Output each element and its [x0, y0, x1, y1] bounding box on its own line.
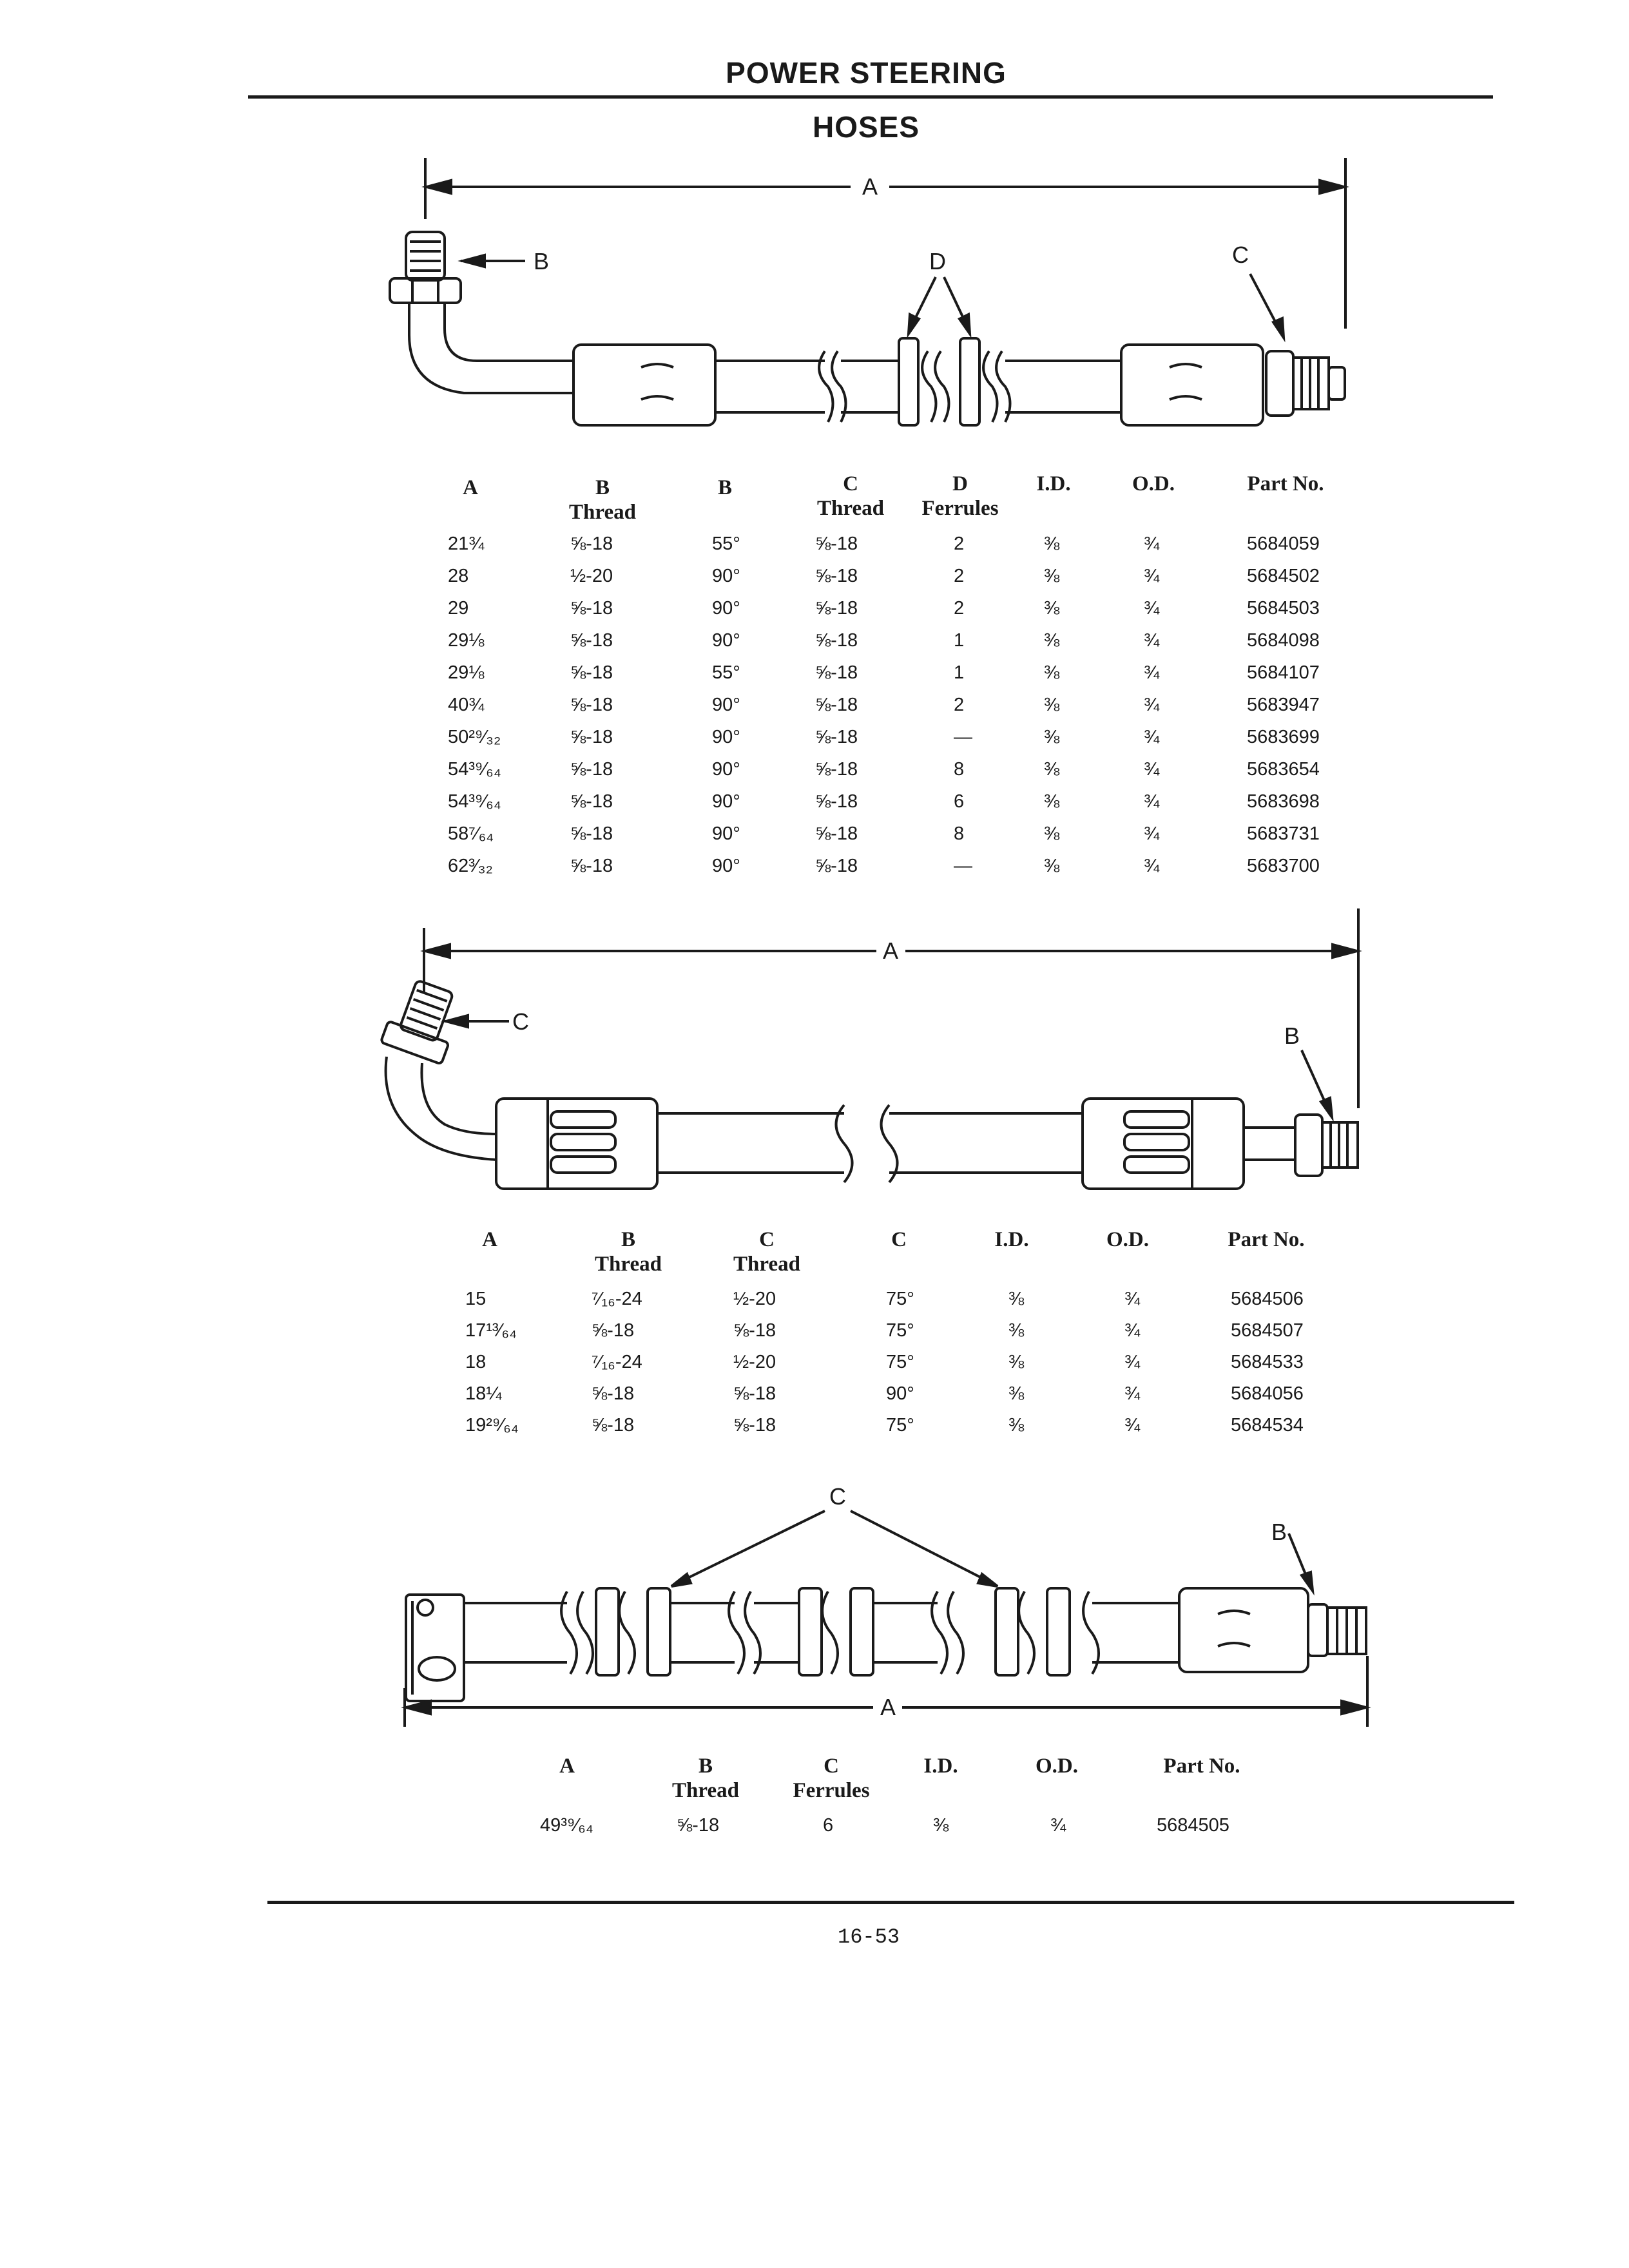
table1-row-cell: 90° [712, 856, 740, 876]
table3-row-cell: 49³⁹⁄₆₄ [540, 1815, 593, 1836]
table2-row-cell: ⅝-18 [733, 1320, 776, 1341]
table3-row-cell: 5684505 [1157, 1815, 1229, 1836]
callout-label-b: B [1271, 1519, 1287, 1545]
header-bottom: I.D. [923, 1754, 958, 1778]
table3-row-cell: ⅝-18 [677, 1815, 720, 1836]
callout-label-d: D [929, 248, 946, 274]
page-number: 16-53 [838, 1925, 900, 1949]
table1-row-cell: ¾ [1144, 695, 1160, 715]
table2-row-cell: ⅝-18 [592, 1383, 635, 1404]
table1-row-cell: 5684059 [1247, 533, 1320, 554]
table1-row-cell: 50²⁹⁄₃₂ [448, 727, 501, 747]
header-bottom: I.D. [994, 1228, 1029, 1251]
header-bottom: A [463, 476, 478, 499]
table1-row-cell: ⅝-18 [570, 533, 613, 554]
header-bottom: I.D. [1036, 472, 1071, 495]
table1-row-cell: 90° [712, 630, 740, 651]
table1-row-cell: 2 [954, 695, 965, 715]
table2-row-cell: ⅝-18 [592, 1320, 635, 1341]
table1-row-cell: 40¾ [448, 695, 485, 715]
table1-row-cell: ⅝-18 [815, 533, 858, 554]
table1-row-cell: ⅜ [1044, 598, 1060, 619]
table2-row-cell: ¾ [1124, 1415, 1141, 1436]
header-bottom: Part No. [1247, 472, 1324, 495]
table1-row-cell: 5684098 [1247, 630, 1320, 651]
table2-row-cell: 5684056 [1231, 1383, 1304, 1404]
table3-row-cell: ⅜ [933, 1815, 949, 1836]
header-bottom: Thread [595, 1253, 662, 1276]
table1-row-cell: ⅝-18 [570, 791, 613, 812]
table2-row-cell: 18 [465, 1352, 487, 1372]
table2-row-cell: ⅝-18 [592, 1415, 635, 1436]
table1-row-cell: 58⁷⁄₆₄ [448, 823, 494, 844]
table2-row-cell: ¾ [1124, 1352, 1141, 1372]
table1-row-cell: 5683731 [1247, 823, 1320, 844]
table1-row-cell: 29⅛ [448, 662, 485, 683]
table2-row-cell: 75° [886, 1320, 914, 1341]
table1-row-cell: 5683699 [1247, 727, 1320, 747]
table1-row-cell: 55° [712, 662, 740, 683]
table1-row-cell: ⅜ [1044, 630, 1060, 651]
header-bottom: A [482, 1228, 497, 1251]
table1-row-cell: 2 [954, 566, 965, 586]
table2-row-cell: ⅜ [1008, 1415, 1025, 1436]
table1-row-cell: ⅝-18 [815, 823, 858, 844]
table1-row-cell: 5683698 [1247, 791, 1320, 812]
table1-row-cell: 90° [712, 566, 740, 586]
table1-row-cell: ⅝-18 [815, 630, 858, 651]
table1-row-cell: 1 [954, 630, 965, 651]
table1-row-cell: 54³⁹⁄₆₄ [448, 759, 501, 780]
table1-row-cell: 54³⁹⁄₆₄ [448, 791, 501, 812]
table1-row-cell: 28 [448, 566, 469, 586]
table1-row-cell: ¾ [1144, 823, 1160, 844]
table1-row-cell: ¾ [1144, 727, 1160, 747]
table1-row-cell: 29⅛ [448, 630, 485, 651]
table2-row-cell: 15 [465, 1289, 487, 1309]
header-bottom: A [559, 1754, 575, 1778]
header-top: C [759, 1228, 775, 1251]
table1-row-cell: ⅜ [1044, 727, 1060, 747]
header-bottom: O.D. [1106, 1228, 1149, 1251]
table1-row-cell: ⅜ [1044, 695, 1060, 715]
footer-rule [267, 1901, 1514, 1904]
header-top: D [952, 472, 968, 495]
header-bottom: B [717, 476, 732, 499]
header-bottom: Thread [569, 501, 636, 524]
table1-row-cell: ⅝-18 [815, 695, 858, 715]
table1-row-cell: 5683654 [1247, 759, 1320, 780]
table2-row-cell: ⁷⁄₁₆-24 [592, 1352, 642, 1372]
header-top: C [843, 472, 858, 495]
table2-row-cell: ⅜ [1008, 1352, 1025, 1372]
table1-row-cell: 1 [954, 662, 965, 683]
table3-header-od [1021, 1754, 1092, 1778]
table1-row-cell: ⅝-18 [570, 695, 613, 715]
table1-row-cell: ⅝-18 [570, 598, 613, 619]
table1-row-cell: 5684502 [1247, 566, 1320, 586]
header-bottom: Thread [817, 497, 884, 520]
callout-label-b: B [533, 248, 550, 274]
table1-row-cell: 6 [954, 791, 965, 812]
table1-row-cell: 8 [954, 759, 965, 780]
table2-row-cell: ⅜ [1008, 1289, 1025, 1309]
table1-row-cell: ⅜ [1044, 856, 1060, 876]
table1-row-cell: ⅜ [1044, 566, 1060, 586]
table3-row-cell: 6 [823, 1815, 834, 1836]
table1-row-cell: ¾ [1144, 662, 1160, 683]
table1-row-cell: 90° [712, 727, 740, 747]
table1-row-cell: ¾ [1144, 533, 1160, 554]
table1-row-cell: ⅝-18 [815, 727, 858, 747]
table1-row-cell: 2 [954, 533, 965, 554]
table1-row-cell: ⅝-18 [570, 759, 613, 780]
table1-row-cell: ⅝-18 [570, 823, 613, 844]
table2-row-cell: ⁷⁄₁₆-24 [592, 1289, 642, 1309]
table3-header-b-thread [651, 1754, 760, 1803]
table1-row-cell: 5684107 [1247, 662, 1320, 683]
header-bottom: Thread [733, 1253, 800, 1276]
table2-row-cell: ¾ [1124, 1383, 1141, 1404]
table1-row-cell: ⅝-18 [815, 662, 858, 683]
header-bottom: Ferrules [921, 497, 999, 520]
callout-label-c: C [1232, 242, 1249, 268]
table2-row-cell: ⅝-18 [733, 1383, 776, 1404]
table1-row-cell: 62³⁄₃₂ [448, 856, 493, 876]
table1-row-cell: ⅝-18 [815, 856, 858, 876]
header-bottom: O.D. [1036, 1754, 1078, 1778]
table2-row-cell: 75° [886, 1289, 914, 1309]
table1-row-cell: ¾ [1144, 598, 1160, 619]
table1-row-cell: 90° [712, 791, 740, 812]
table1-row-cell: 90° [712, 823, 740, 844]
table1-row-cell: ¾ [1144, 566, 1160, 586]
table1-row-cell: — [954, 856, 972, 876]
table1-row-cell: 5684503 [1247, 598, 1320, 619]
table1-row-cell: ⅝-18 [815, 759, 858, 780]
table2-row-cell: 5684533 [1231, 1352, 1304, 1372]
dim-label-a: A [882, 937, 899, 964]
table1-row-cell: ⅜ [1044, 662, 1060, 683]
table1-row-cell: 8 [954, 823, 965, 844]
table2-row-cell: 5684507 [1231, 1320, 1304, 1341]
header-top: B [698, 1754, 713, 1778]
table1-row-cell: ¾ [1144, 759, 1160, 780]
table1-row-cell: 21¾ [448, 533, 485, 554]
dim-label-a: A [880, 1694, 896, 1720]
table1-row-cell: 90° [712, 695, 740, 715]
callout-label-c: C [829, 1483, 846, 1510]
table1-row-cell: ⅝-18 [570, 727, 613, 747]
table2-row-cell: 75° [886, 1352, 914, 1372]
table1-row-cell: ⅝-18 [570, 662, 613, 683]
table1-row-cell: — [954, 727, 972, 747]
table2-row-cell: ¾ [1124, 1289, 1141, 1309]
header-top: C [824, 1754, 839, 1778]
header-bottom: O.D. [1132, 472, 1175, 495]
table3-row-cell: ¾ [1050, 1815, 1066, 1836]
table1-row-cell: 29 [448, 598, 469, 619]
page-title: POWER STEERING [726, 56, 1007, 90]
header-top: B [621, 1228, 635, 1251]
table1-row-cell: ⅝-18 [815, 598, 858, 619]
header-bottom: Thread [672, 1779, 739, 1802]
table3-header-id [905, 1754, 976, 1778]
table2-row-cell: 75° [886, 1415, 914, 1436]
table1-row-cell: ½-20 [570, 566, 613, 586]
table1-row-cell: ⅜ [1044, 791, 1060, 812]
table3-header-part-no [1141, 1754, 1263, 1778]
header-bottom: Part No. [1163, 1754, 1240, 1778]
table3-header-a [548, 1754, 586, 1778]
table1-row-cell: ⅜ [1044, 823, 1060, 844]
table2-row-cell: 5684534 [1231, 1415, 1304, 1436]
table1-row-cell: 55° [712, 533, 740, 554]
table1-row-cell: ⅜ [1044, 533, 1060, 554]
table2-row-cell: ½-20 [733, 1352, 776, 1372]
table2-row-cell: 18¼ [465, 1383, 502, 1404]
table1-row-cell: ⅜ [1044, 759, 1060, 780]
table1-row-cell: ⅝-18 [570, 630, 613, 651]
table1-row-cell: ⅝-18 [815, 791, 858, 812]
table1-row-cell: 90° [712, 759, 740, 780]
table1-row-cell: ⅝-18 [815, 566, 858, 586]
header-bottom: Ferrules [793, 1779, 870, 1802]
dim-label-a: A [862, 173, 878, 200]
page-subtitle: HOSES [812, 110, 920, 144]
callout-label-b: B [1284, 1023, 1300, 1049]
table2-row-cell: 5684506 [1231, 1289, 1304, 1309]
table2-row-cell: ½-20 [733, 1289, 776, 1309]
table2-row-cell: 17¹³⁄₆₄ [465, 1320, 517, 1341]
table1-row-cell: ¾ [1144, 630, 1160, 651]
table2-row-cell: ¾ [1124, 1320, 1141, 1341]
table2-row-cell: ⅜ [1008, 1383, 1025, 1404]
callout-label-c: C [512, 1008, 529, 1035]
table2-row-cell: 90° [886, 1383, 914, 1404]
table2-row-cell: ⅜ [1008, 1320, 1025, 1341]
table1-row-cell: 5683947 [1247, 695, 1320, 715]
header-bottom: C [891, 1228, 907, 1251]
table1-row-cell: ⅝-18 [570, 856, 613, 876]
table1-row-cell: ¾ [1144, 791, 1160, 812]
table1-row-cell: 5683700 [1247, 856, 1320, 876]
table1-row-cell: 2 [954, 598, 965, 619]
table2-row-cell: 19²⁹⁄₆₄ [465, 1415, 519, 1436]
table1-row-cell: 90° [712, 598, 740, 619]
header-bottom: Part No. [1228, 1228, 1305, 1251]
table2-row-cell: ⅝-18 [733, 1415, 776, 1436]
table1-row-cell: ¾ [1144, 856, 1160, 876]
table3-header-c-ferrules [776, 1754, 886, 1803]
header-top: B [595, 476, 610, 499]
